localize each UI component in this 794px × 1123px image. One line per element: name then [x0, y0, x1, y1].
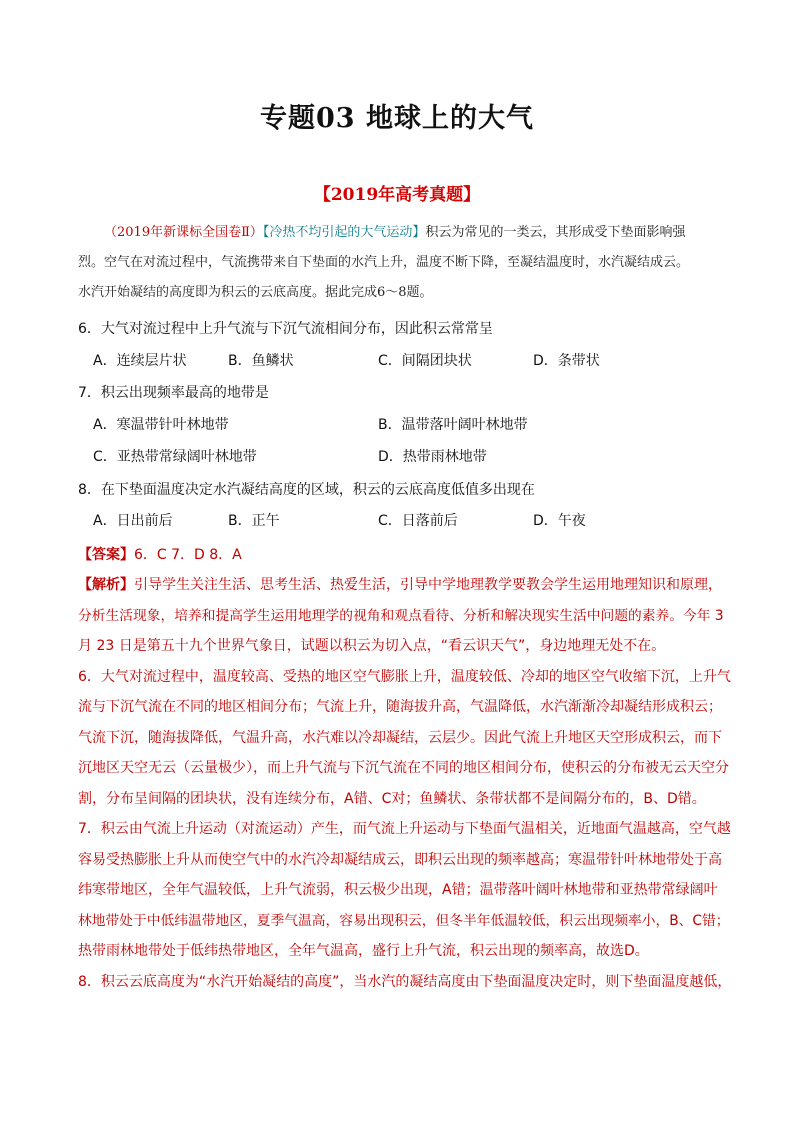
analysis-line: 林地带处于中低纬温带地区，夏季气温高，容易出现积云，但冬半年低温较低，积云出现频率小，B、C错；: [78, 912, 730, 929]
question-6-options: [93, 346, 733, 376]
intro-paragraph: [78, 218, 730, 308]
intro-line-2: 烈。空气在对流过程中，气流携带来自下垫面的水汽上升，温度不断下降，至凝结温度时，水汽凝结成云。: [78, 255, 690, 270]
intro-line-1-text: 积云为常见的一类云，其形成受下垫面影响强: [425, 225, 686, 240]
analysis-line: 气流下沉，随海拔降低，气温升高，水汽难以冷却凝结，云层少。因此气流上升地区天空形成积云，而下: [78, 729, 722, 746]
option: C．日落前后: [378, 513, 458, 529]
intro-line-1: [78, 218, 730, 248]
option: D．热带雨林地带: [378, 449, 487, 465]
option: B．鱼鳞状: [228, 353, 294, 369]
option: B．正午: [228, 513, 280, 529]
analysis-line: 容易受热膨胀上升从而使空气中的水汽冷却凝结成云，即积云出现的频率越高；寒温带针叶林地带处于高: [78, 851, 722, 868]
intro-topic: 【冷热不均引起的大气运动】: [262, 225, 426, 240]
question-7-stem: 7．积云出现频率最高的地带是: [78, 385, 269, 401]
question-6-stem: 6．大气对流过程中上升气流与下沉气流相间分布，因此积云常常呈: [78, 321, 493, 337]
analysis-block: [78, 570, 734, 997]
question-8-stem: 8．在下垫面温度决定水汽凝结高度的区域，积云的云底高度低值多出现在: [78, 482, 535, 498]
analysis-line: 月 23 日是第五十九个世界气象日，试题以积云为切入点，“看云识天气”，身边地理无处不在。: [78, 638, 666, 654]
answer-label: 【答案】: [78, 547, 134, 563]
analysis-line: 沉地区天空无云（云量极少），而上升气流与下沉气流在不同的地区相间分布，使积云的分布被无云天空分: [78, 760, 729, 776]
intro-source: （2019年新课标全国卷Ⅱ）: [104, 225, 263, 240]
answer-line: [78, 540, 242, 570]
option: D．条带状: [533, 353, 600, 369]
analysis-line: 纬寒带地区，全年气温较低，上升气流弱，积云极少出现，A错；温带落叶阔叶林地带和亚热带常绿阔叶: [78, 882, 718, 898]
option: A．日出前后: [93, 513, 173, 529]
analysis-line: 6．大气对流过程中，温度较高、受热的地区空气膨胀上升，温度较低、冷却的地区空气收缩下沉，上升气: [78, 668, 731, 685]
option: B．温带落叶阔叶林地带: [378, 417, 528, 433]
section-heading: 【2019年高考真题】: [313, 185, 481, 205]
analysis-line: 流与下沉气流在不同的地区相间分布；气流上升，随海拔升高，气温降低，水汽渐渐冷却凝结形成积云；: [78, 699, 722, 715]
question-7-options-row-1: [93, 410, 733, 440]
analysis-line: 分析生活现象，培养和提高学生运用地理学的视角和观点看待、分析和解决现实生活中问题的素养。今年 3: [78, 607, 724, 624]
page-title: 专题03 地球上的大气: [260, 103, 534, 134]
answer-text: 6．C 7．D 8．A: [134, 547, 242, 563]
option: A．寒温带针叶林地带: [93, 417, 229, 433]
option: C．间隔团块状: [378, 353, 472, 369]
analysis-label: 【解析】: [78, 577, 134, 593]
intro-line-3: 水汽开始凝结的高度即为积云的云底高度。据此完成6～8题。: [78, 285, 433, 300]
analysis-line: 【解析】引导学生关注生活、思考生活、热爱生活，引导中学地理教学要教会学生运用地理知识和原理，: [78, 577, 722, 593]
analysis-line: 热带雨林地带处于低纬热带地区，全年气温高，盛行上升气流，积云出现的频率高，故选D。: [78, 943, 649, 959]
analysis-line: 7．积云由气流上升运动（对流运动）产生，而气流上升运动与下垫面气温相关，近地面气温越高，空气越: [78, 821, 731, 837]
option: D．午夜: [533, 513, 586, 529]
analysis-line: 8．积云云底高度为“水汽开始凝结的高度”，当水汽的凝结高度由下垫面温度决定时，则下垫面温度越低，: [78, 973, 732, 990]
question-7-options-row-2: [93, 442, 733, 472]
analysis-line: 割，分布呈间隔的团块状，没有连续分布，A错、C对；鱼鳞状、条带状都不是间隔分布的，B、D错。: [78, 790, 706, 807]
option: C．亚热带常绿阔叶林地带: [93, 449, 257, 465]
option: A．连续层片状: [93, 353, 187, 369]
question-8-options: [93, 506, 733, 536]
